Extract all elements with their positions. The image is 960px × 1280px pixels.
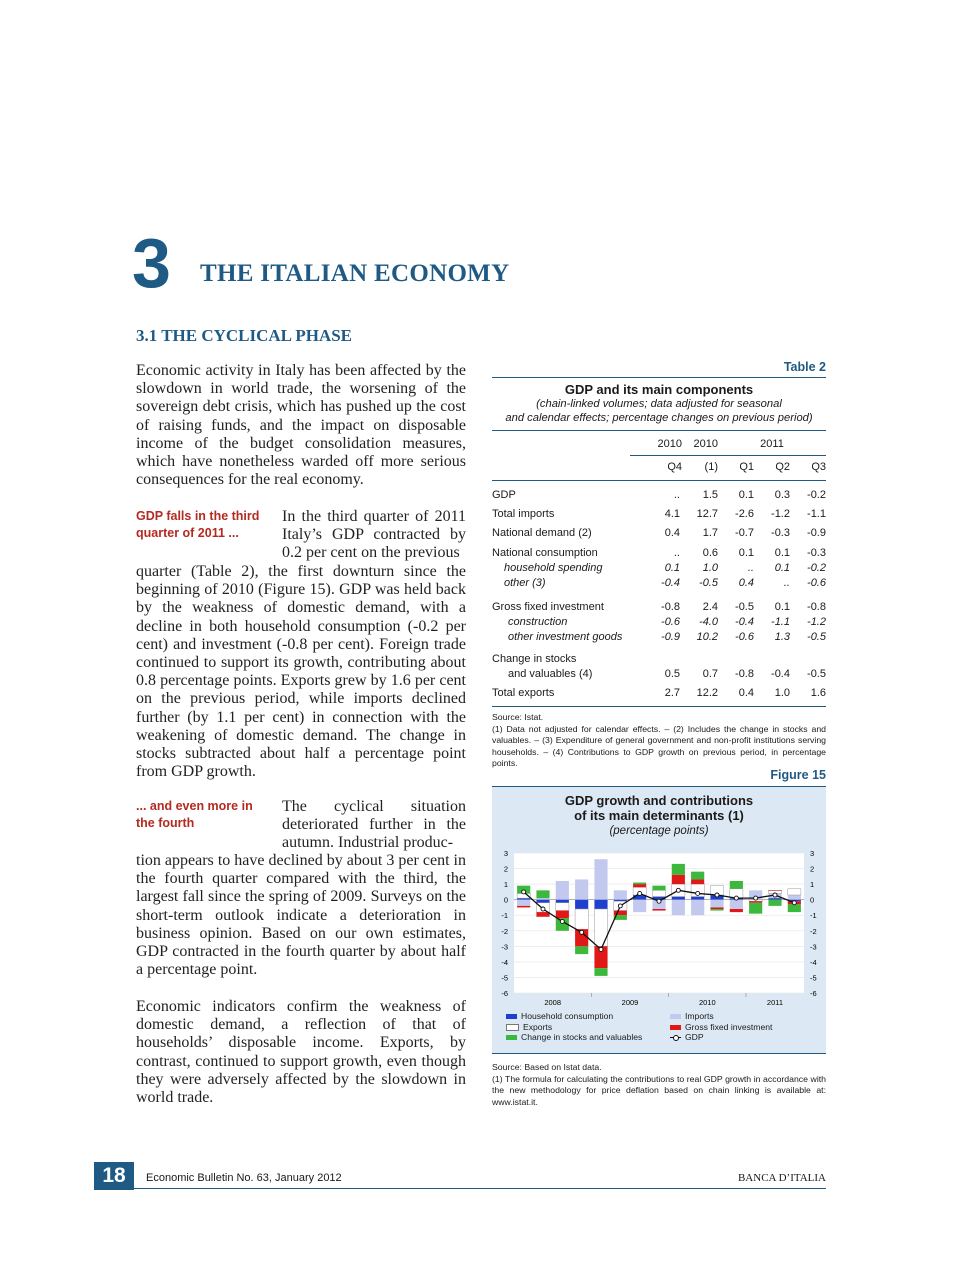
y-tick-label-left: -6 bbox=[501, 989, 508, 998]
row-label: other (3) bbox=[504, 576, 546, 589]
table-title: GDP and its main components bbox=[564, 382, 754, 397]
cell: -2.6 bbox=[735, 507, 754, 520]
table-row bbox=[492, 525, 826, 540]
gdp-point bbox=[522, 890, 526, 894]
paragraph-2: quarter (Table 2), the first downturn since the beginning of 2010 (Figure 15). GDP was held back by the weakness of domestic demand, with a decline in both household consumption (-0.2 per cent) and investment (-0.8 per cent). Foreign trade continued to support its growth, contributing about 0.8 percentage points. Exports grew by 1.6 per cent on the previous period, while imports declined further (by 1.1 per cent) in connection with the weakening of domestic demand. The change in stocks subtracted about half a percentage point from GDP growth. bbox=[136, 563, 466, 781]
gdp-contributions-chart bbox=[492, 839, 826, 1011]
footer-publisher: BANCA D’ITALIA bbox=[737, 1172, 826, 1184]
y-tick-label-right: -5 bbox=[810, 973, 817, 983]
y-tick-label-right: -1 bbox=[810, 911, 817, 921]
header-year: 2011 bbox=[760, 438, 784, 450]
cell: -1.1 bbox=[771, 615, 790, 628]
legend-gdp bbox=[670, 1032, 704, 1043]
cell: 0.4 bbox=[738, 576, 754, 589]
paragraph-1: Economic activity in Italy has been affected by the slowdown in world trade, the worsening of the sovereign debt crisis, which has pushed up the cost of raising funds, and the impact on disposable income of the budget consolidation measures, which have nonetheless warded off more serious consequences for the real economy. bbox=[136, 362, 466, 489]
legend-label: Imports bbox=[685, 1011, 714, 1021]
section-title: 3.1 THE CYCLICAL PHASE bbox=[136, 326, 353, 345]
gdp-point bbox=[599, 947, 603, 951]
cell: -0.3 bbox=[807, 546, 826, 559]
gdp-point bbox=[792, 901, 796, 905]
bar-segment bbox=[691, 897, 704, 900]
figure-subtitle: (percentage points) bbox=[609, 825, 709, 837]
row-label: Gross fixed investment bbox=[492, 600, 604, 613]
header-year: 2010 bbox=[693, 438, 718, 450]
margin-note-fourth-quarter: ... and even more in the fourth bbox=[136, 799, 253, 830]
legend-label: Gross fixed investment bbox=[685, 1021, 773, 1032]
table-subtitle-1: (chain-linked volumes; data adjusted for seasonal bbox=[536, 398, 782, 410]
bar-segment bbox=[517, 906, 530, 908]
bar-segment bbox=[788, 904, 801, 912]
table-source: Source: Istat. bbox=[492, 712, 544, 722]
cell: 0.1 bbox=[774, 546, 790, 559]
bar-segment bbox=[652, 909, 665, 911]
legend-line-icon bbox=[670, 1035, 681, 1040]
bar-segment bbox=[556, 881, 569, 900]
cell: 12.2 bbox=[696, 686, 718, 699]
x-year-label: 2011 bbox=[766, 998, 784, 1007]
cell: .. bbox=[747, 561, 754, 574]
bar-segment bbox=[556, 900, 569, 903]
row-label: National demand (2) bbox=[492, 526, 592, 539]
bar-segment bbox=[517, 900, 530, 906]
bar-segment bbox=[710, 907, 723, 909]
bar-segment bbox=[556, 911, 569, 919]
paragraph-3: tion appears to have declined by about 3 per cent in the fourth quarter compared with the third, the largest fall since the spring of 2009. Surveys on the short-term outlook indicate a deterioration in business opinion. Based on our own estimates, GDP contracted in the fourth quarter by about half a percentage point. bbox=[136, 852, 466, 979]
legend-imports bbox=[670, 1011, 714, 1022]
cell: .. bbox=[673, 488, 680, 501]
gdp-point bbox=[715, 893, 719, 897]
bar-segment bbox=[652, 890, 665, 896]
bar-segment bbox=[536, 898, 549, 900]
header-col: (1) bbox=[704, 461, 718, 473]
cell: .. bbox=[783, 576, 790, 589]
cell: -0.2 bbox=[807, 488, 826, 501]
bar-segment bbox=[556, 903, 569, 911]
cell: -0.3 bbox=[771, 526, 790, 539]
bar-segment bbox=[614, 890, 627, 899]
gdp-point bbox=[560, 919, 564, 923]
bar-segment bbox=[672, 875, 685, 884]
cell: -0.2 bbox=[807, 561, 826, 574]
table-label: Table 2 bbox=[783, 360, 826, 374]
cell: -0.9 bbox=[807, 526, 826, 539]
bar-segment bbox=[788, 895, 801, 900]
gdp-point bbox=[676, 888, 680, 892]
figure-15 bbox=[492, 768, 826, 1108]
cell: 1.3 bbox=[774, 630, 790, 643]
margin-note-gdp-falls: GDP falls in the third quarter of 2011 ... bbox=[136, 509, 260, 540]
row-label: construction bbox=[508, 615, 568, 628]
bar-segment bbox=[633, 900, 646, 912]
bar-segment bbox=[691, 879, 704, 884]
bar-segment bbox=[768, 900, 781, 906]
cell: 1.5 bbox=[702, 488, 718, 501]
table-2 bbox=[492, 360, 826, 770]
bar-segment bbox=[614, 911, 627, 916]
gdp-point bbox=[657, 899, 661, 903]
bar-segment bbox=[594, 909, 607, 946]
y-tick-label-right: -2 bbox=[810, 926, 817, 936]
cell: 0.7 bbox=[702, 667, 718, 680]
gdp-point bbox=[618, 904, 622, 908]
header-col: Q3 bbox=[811, 461, 826, 473]
cell: 10.2 bbox=[696, 630, 718, 643]
bar-segment bbox=[672, 864, 685, 875]
cell: -0.5 bbox=[699, 576, 718, 589]
figure-note: (1) The formula for calculating the contributions to real GDP growth in accordance with the new methodology for price deflation based on chain linking is available at: www.istat.it. bbox=[492, 1073, 826, 1107]
bar-segment bbox=[633, 884, 646, 887]
cell: 2.7 bbox=[664, 686, 680, 699]
y-tick-label-left: -3 bbox=[501, 942, 508, 952]
y-tick-label-left: -2 bbox=[501, 926, 508, 936]
cell: 1.7 bbox=[702, 526, 718, 539]
gdp-point bbox=[580, 930, 584, 934]
row-label: National consumption bbox=[492, 546, 598, 559]
table-row bbox=[492, 666, 826, 681]
paragraph-3-side: The cyclical situation deteriorated further in the autumn. Industrial produc- bbox=[282, 798, 466, 852]
gdp-point bbox=[638, 891, 642, 895]
row-label: Change in stocks bbox=[492, 652, 577, 665]
gdp-point bbox=[696, 891, 700, 895]
cell: 1.0 bbox=[774, 686, 790, 699]
legend-label: GDP bbox=[685, 1032, 704, 1043]
legend-label: Exports bbox=[523, 1021, 553, 1032]
bar-segment bbox=[730, 881, 743, 889]
bar-segment bbox=[749, 903, 762, 914]
footer-rule bbox=[134, 1188, 826, 1189]
chart-legend bbox=[492, 1011, 826, 1053]
bar-segment bbox=[730, 909, 743, 912]
cell: -4.0 bbox=[699, 615, 718, 628]
cell: 1.0 bbox=[702, 561, 718, 574]
table-row bbox=[492, 599, 826, 614]
bar-segment bbox=[768, 898, 781, 900]
cell: -0.7 bbox=[735, 526, 754, 539]
gdp-point bbox=[773, 893, 777, 897]
y-tick-label-right: 0 bbox=[810, 895, 815, 905]
cell: 0.4 bbox=[738, 686, 754, 699]
cell: -0.5 bbox=[735, 600, 754, 613]
row-label: and valuables (4) bbox=[508, 667, 593, 680]
cell: 4.1 bbox=[664, 507, 680, 520]
legend-swatch bbox=[506, 1014, 517, 1019]
row-label: household spending bbox=[504, 561, 603, 574]
legend-swatch bbox=[506, 1035, 517, 1040]
paragraph-4: Economic indicators confirm the weakness of domestic demand, a reflection of that of households’ disposable income. Exports, by contrast, continued to support growth, even though they were adversely affected by the slowdown in world trade. bbox=[136, 998, 466, 1107]
bar-segment bbox=[536, 912, 549, 917]
x-year-label: 2010 bbox=[698, 998, 716, 1007]
figure-source: Source: Based on Istat data. bbox=[492, 1062, 602, 1072]
cell: -0.8 bbox=[735, 667, 754, 680]
cell: 0.1 bbox=[664, 561, 680, 574]
table-row bbox=[492, 575, 826, 590]
cell: 0.1 bbox=[774, 600, 790, 613]
bar-segment bbox=[594, 968, 607, 976]
cell: 0.6 bbox=[702, 546, 718, 559]
table-row bbox=[492, 545, 826, 560]
bar-segment bbox=[691, 872, 704, 880]
cell: -1.1 bbox=[807, 507, 826, 520]
cell: -0.6 bbox=[807, 576, 826, 589]
legend-label: Household consumption bbox=[521, 1011, 614, 1021]
y-tick-label-left: -5 bbox=[501, 973, 508, 983]
bar-segment bbox=[575, 946, 588, 954]
bar-segment bbox=[672, 900, 685, 916]
y-tick-label-right: 1 bbox=[810, 880, 815, 890]
y-tick-label-right: -4 bbox=[810, 957, 817, 967]
y-tick-label-right: 3 bbox=[810, 849, 815, 858]
row-label: GDP bbox=[492, 488, 516, 501]
bar-segment bbox=[594, 859, 607, 899]
y-tick-label-left: 1 bbox=[503, 880, 508, 890]
cell: 12.7 bbox=[696, 507, 718, 520]
y-tick-label-left: -1 bbox=[501, 911, 508, 921]
cell: -0.5 bbox=[807, 630, 826, 643]
table-row bbox=[492, 614, 826, 629]
header-col: Q1 bbox=[739, 461, 754, 473]
table-body bbox=[492, 487, 826, 700]
table-row bbox=[492, 487, 826, 502]
bar-segment bbox=[575, 879, 588, 899]
cell: 1.6 bbox=[810, 686, 826, 699]
cell: 0.4 bbox=[664, 526, 680, 539]
cell: 0.1 bbox=[738, 546, 754, 559]
legend-swatch bbox=[670, 1025, 681, 1030]
bar-segment bbox=[594, 900, 607, 909]
cell: 0.1 bbox=[774, 561, 790, 574]
chapter-title: THE ITALIAN ECONOMY bbox=[200, 260, 510, 287]
bar-segment bbox=[536, 900, 549, 903]
x-year-label: 2009 bbox=[621, 998, 639, 1007]
bar-segment bbox=[730, 900, 743, 909]
cell: 0.5 bbox=[664, 667, 680, 680]
bar-segment bbox=[536, 890, 549, 898]
bar-segment bbox=[575, 900, 588, 909]
footer-publication: Economic Bulletin No. 63, January 2012 bbox=[146, 1172, 342, 1184]
cell: -1.2 bbox=[771, 507, 790, 520]
cell: -0.6 bbox=[735, 630, 754, 643]
table-row bbox=[492, 629, 826, 644]
bar-segment bbox=[672, 897, 685, 900]
figure-title-1: GDP growth and contributions bbox=[564, 793, 754, 808]
x-year-label: 2008 bbox=[544, 998, 562, 1007]
y-tick-label-left: 3 bbox=[503, 849, 508, 858]
cell: .. bbox=[673, 546, 680, 559]
bar-segment bbox=[633, 883, 646, 885]
cell: 2.4 bbox=[702, 600, 718, 613]
y-tick-label-left: 0 bbox=[503, 895, 508, 905]
bar-segment bbox=[788, 889, 801, 895]
figure-title-2: of its main determinants (1) bbox=[574, 808, 744, 823]
row-label: Total exports bbox=[492, 686, 555, 699]
table-header bbox=[492, 435, 826, 476]
bar-segment bbox=[691, 900, 704, 916]
table-row bbox=[492, 560, 826, 575]
cell: 0.1 bbox=[738, 488, 754, 501]
legend-household bbox=[506, 1011, 613, 1022]
chapter-number: 3 bbox=[132, 224, 171, 302]
cell: -1.2 bbox=[807, 615, 826, 628]
cell: -0.8 bbox=[807, 600, 826, 613]
legend-swatch bbox=[670, 1014, 681, 1019]
bar-segment bbox=[652, 886, 665, 891]
cell: -0.6 bbox=[661, 615, 680, 628]
y-tick-label-left: -4 bbox=[501, 957, 508, 967]
y-tick-label-right: -3 bbox=[810, 942, 817, 952]
row-label: Total imports bbox=[492, 507, 555, 520]
table-row bbox=[492, 685, 826, 700]
cell: -0.5 bbox=[807, 667, 826, 680]
cell: -0.4 bbox=[735, 615, 754, 628]
gdp-point bbox=[734, 896, 738, 900]
paragraph-2-side: In the third quarter of 2011 Italy’s GDP contracted by 0.2 per cent on the previous bbox=[282, 508, 466, 562]
cell: -0.4 bbox=[771, 667, 790, 680]
bar-segment bbox=[575, 909, 588, 929]
gdp-point bbox=[754, 896, 758, 900]
bar-segment bbox=[710, 909, 723, 911]
y-tick-label-left: 2 bbox=[503, 864, 508, 874]
bar-segment bbox=[710, 900, 723, 908]
bar-segment bbox=[768, 890, 781, 891]
legend-label: Change in stocks and valuables bbox=[521, 1032, 643, 1043]
table-subtitle-2: and calendar effects; percentage changes on previous period) bbox=[505, 412, 813, 424]
row-label: other investment goods bbox=[508, 630, 623, 643]
legend-stocks bbox=[506, 1032, 642, 1043]
page-number: 18 bbox=[94, 1162, 134, 1190]
cell: 0.3 bbox=[774, 488, 790, 501]
figure-panel bbox=[492, 786, 826, 1054]
bar-segment bbox=[749, 901, 762, 903]
table-row bbox=[492, 506, 826, 521]
table-notes: (1) Data not adjusted for calendar effects. – (2) Includes the change in stocks and valuables. – (3) Expenditure of general government and non-profit institutions serving households. – (4) Contributions to GDP growth on previous period, in percentage points. bbox=[492, 723, 826, 768]
figure-label: Figure 15 bbox=[770, 768, 826, 782]
cell: -0.9 bbox=[661, 630, 680, 643]
legend-exports bbox=[506, 1022, 552, 1033]
gdp-point bbox=[541, 907, 545, 911]
header-year: 2010 bbox=[657, 438, 682, 450]
header-col: Q4 bbox=[667, 461, 682, 473]
y-tick-label-right: -6 bbox=[810, 989, 817, 998]
cell: -0.8 bbox=[661, 600, 680, 613]
y-tick-label-right: 2 bbox=[810, 864, 815, 874]
cell: -0.4 bbox=[661, 576, 680, 589]
legend-swatch bbox=[506, 1024, 519, 1031]
legend-gfi bbox=[670, 1022, 772, 1033]
header-col: Q2 bbox=[775, 461, 790, 473]
